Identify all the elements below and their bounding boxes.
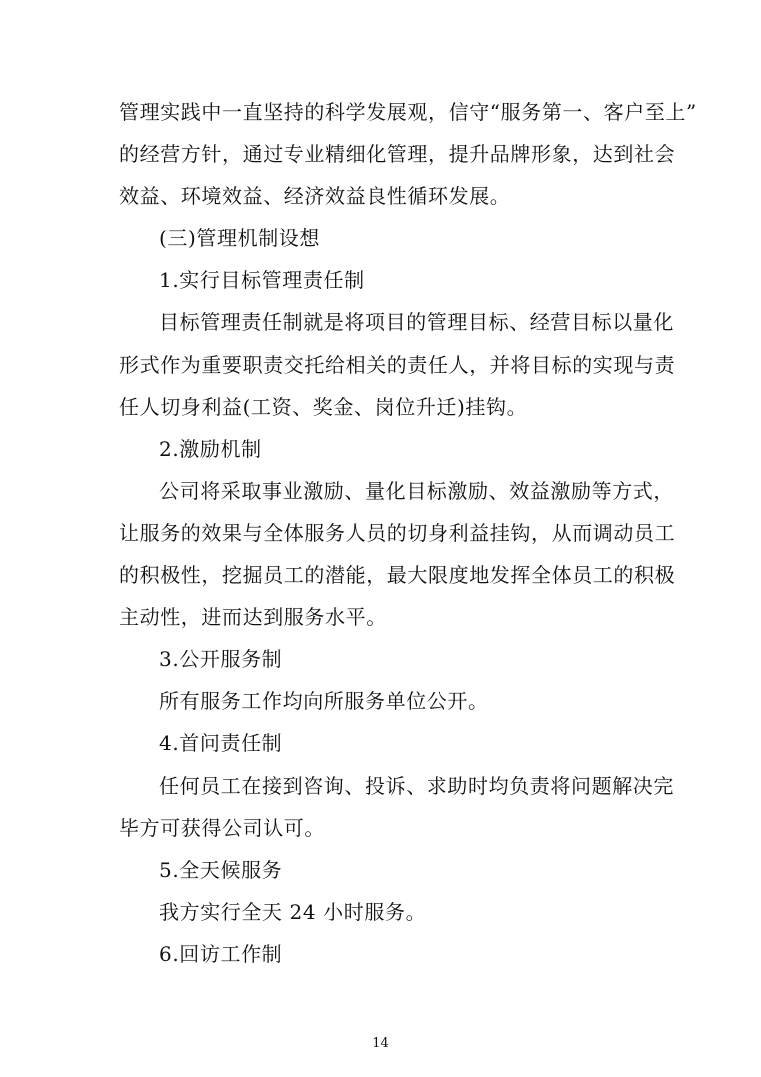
paragraph-line: 任何员工在接到咨询、投诉、求助时均负责将问题解决完	[159, 773, 674, 798]
paragraph-line: 效益、环境效益、经济效益良性循环发展。	[119, 184, 511, 209]
paragraph-line: 形式作为重要职责交托给相关的责任人，并将目标的实现与责	[119, 352, 676, 377]
subsection-heading: 3.公开服务制	[159, 647, 283, 672]
paragraph-line: 的经营方针，通过专业精细化管理，提升品牌形象，达到社会	[119, 142, 676, 167]
subsection-heading: 2.激励机制	[159, 436, 262, 461]
paragraph-line: 目标管理责任制就是将项目的管理目标、经营目标以量化	[159, 310, 674, 335]
paragraph-line: 让服务的效果与全体服务人员的切身利益挂钩，从而调动员工	[119, 520, 676, 545]
document-body	[119, 92, 697, 976]
paragraph-line: 管理实践中一直坚持的科学发展观，信守“服务第一、客户至上”	[119, 100, 697, 124]
subsection-heading: 5.全天候服务	[159, 857, 283, 882]
paragraph-line: 主动性，进而达到服务水平。	[119, 605, 387, 630]
paragraph-line: 的积极性，挖掘员工的潜能，最大限度地发挥全体员工的积极	[119, 563, 676, 588]
subsection-heading: 6.回访工作制	[159, 941, 283, 966]
paragraph-line: 所有服务工作均向所服务单位公开。	[159, 689, 489, 714]
section-heading: (三)管理机制设想	[159, 226, 321, 251]
paragraph-line: 我方实行全天 24 小时服务。	[159, 899, 427, 924]
subsection-heading: 4.首问责任制	[159, 731, 283, 756]
paragraph-line: 任人切身利益(工资、奖金、岗位升迁)挂钩。	[119, 394, 528, 419]
page-number: 14	[372, 1036, 389, 1051]
paragraph-line: 公司将采取事业激励、量化目标激励、效益激励等方式，	[159, 478, 674, 503]
subsection-heading: 1.实行目标管理责任制	[159, 268, 365, 293]
paragraph-line: 毕方可获得公司认可。	[119, 815, 325, 840]
